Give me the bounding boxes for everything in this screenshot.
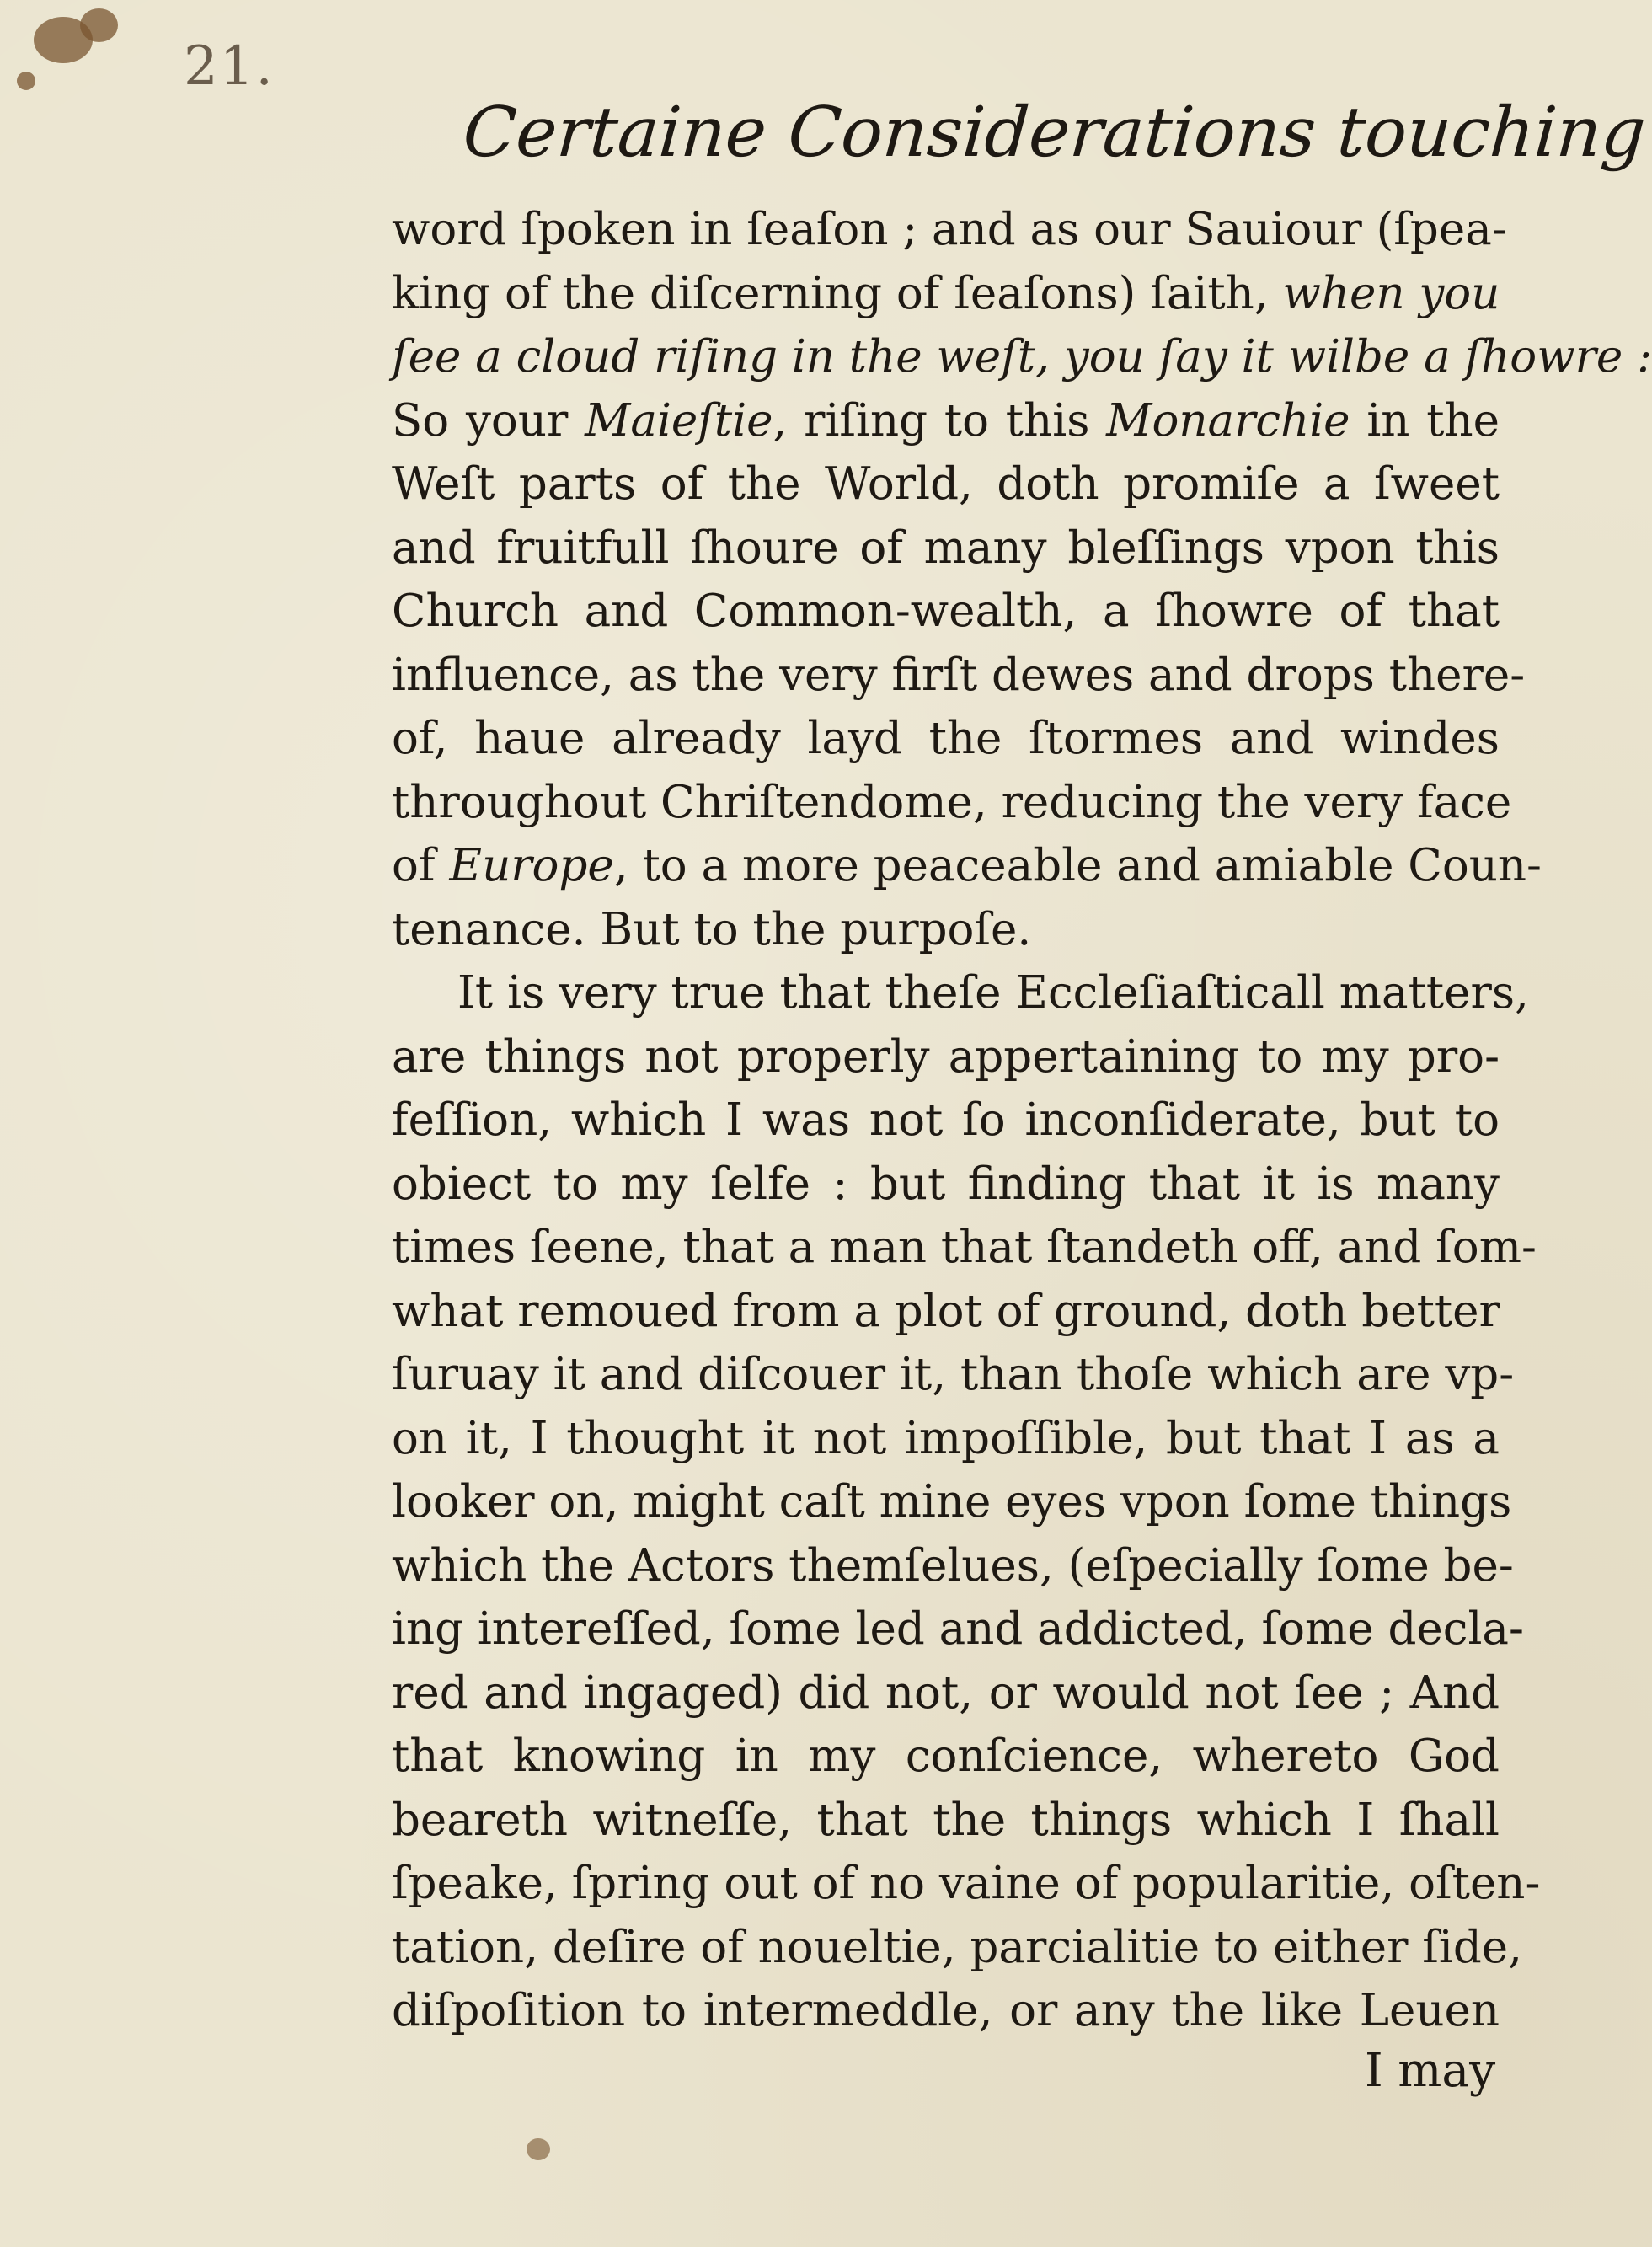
text-line: are things not properly appertaining to my pro- [392,1030,1500,1083]
text-line: beareth witneſſe, that the things which I ſhall [392,1794,1500,1846]
ink-stain [527,2138,550,2160]
text-line: ſee a cloud riſing in the weſt, you ſay it wilbe a ſhowre : [392,331,1652,383]
text-line: So your Maieſtie, riſing to this Monarchie in the [392,394,1500,447]
catchword: I may [1365,2043,1496,2097]
text-line: what remoued from a plot of ground, doth better [392,1285,1500,1337]
text-line: diſpoſition to intermeddle, or any the like Leuen [392,1985,1500,2036]
text-line: of Europe, to a more peaceable and amiable Coun- [392,840,1542,891]
page-number: 21. [184,35,275,98]
text-line: ſpeake, ſpring out of no vaine of popularitie, oſten- [392,1858,1541,1909]
text-line: word ſpoken in ſeaſon ; and as our Sauiour (ſpea- [392,204,1507,255]
text-line: Church and Common-wealth, a ſhowre of that [392,586,1500,637]
text-line: which the Actors themſelues, (eſpecially ſome be- [392,1539,1514,1592]
text-line: of, haue already layd the ſtormes and windes [392,713,1500,764]
text-line: obiect to my ſelfe : but finding that it is many [392,1158,1500,1210]
text-line: on it, I thought it not impoſſible, but that I as a [392,1412,1500,1464]
text-line: tation, deſire of noueltie, parcialitie to either ſide, [392,1921,1522,1973]
body-text [392,198,1652,2043]
text-line: feſſion, which I was not ſo inconſiderate, but to [392,1094,1500,1146]
text-line: ſuruay it and diſcouer it, than thoſe which are vp- [392,1349,1515,1400]
text-line: tenance. But to the purpoſe. [392,903,1032,955]
text-line: and fruitfull ſhoure of many bleſſings vpon this [392,522,1500,574]
text-line: ing intereſſed, ſome led and addicted, ſome decla- [392,1603,1524,1655]
text-line: that knowing in my conſcience, whereto God [392,1731,1500,1782]
text-line: times ſeene, that a man that ſtandeth off, and ſom- [392,1222,1537,1273]
text-line: influence, as the very firſt dewes and drops there- [392,649,1526,701]
text-line: red and ingaged) did not, or would not ſee ; And [392,1667,1500,1719]
running-head: Certaine Considerations touching [460,93,1649,173]
text-line: Weſt parts of the World, doth promiſe a ſweet [392,458,1500,510]
text-line: king of the diſcerning of ſeaſons) ſaith, when you [392,267,1500,319]
text-line: It is very true that theſe Eccleſiaſticall matters, [457,967,1529,1019]
ink-stain [80,8,118,42]
ink-stain [17,72,35,90]
text-line: throughout Chriſtendome, reducing the very face [392,776,1512,828]
text-line: looker on, might caſt mine eyes vpon ſome things [392,1476,1512,1527]
